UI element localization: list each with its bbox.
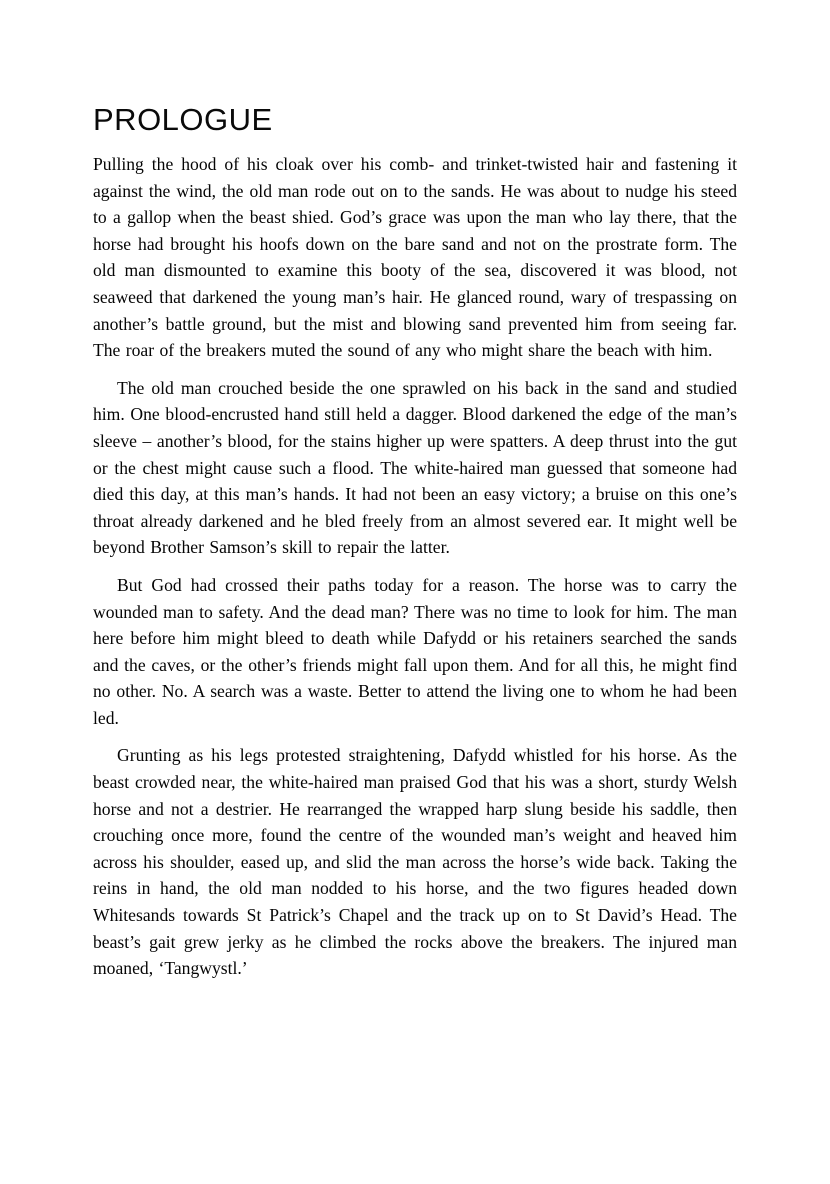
body-paragraph: But God had crossed their paths today for a reason. The horse was to carry the wounded man to safety. And the dead man? There was no time to look for him. The man here before him might bleed to death while Dafydd or his retainers searched the sands and the caves, or the other’s friends might fall upon them. And for all this, he might find no other. No. A search was a waste. Better to attend the living one to whom he had been led. xyxy=(93,574,737,728)
body-paragraph: The old man crouched beside the one sprawled on his back in the sand and studied him. One blood-encrusted hand still held a dagger. Blood darkened the edge of the man’s sleeve – another’s blood, for the stains higher up were spatters. A deep thrust into the gut or the chest might cause such a flood. The white-haired man guessed that someone had died this day, at this man’s hands. It had not been an easy victory; a bruise on this one’s throat already darkened and he bled freely from an almost severed ear. It might well be beyond Brother Samson’s skill to repair the latter. xyxy=(93,377,737,558)
chapter-heading: PROLOGUE xyxy=(93,102,273,137)
body-paragraph: Grunting as his legs protested straightening, Dafydd whistled for his horse. As the beast crowded near, the white-haired man praised God that his was a short, sturdy Welsh horse and not a destrier. He rearranged the wrapped harp slung beside his saddle, then crouching once more, found the centre of the wounded man’s weight and heaved him across his shoulder, eased up, and slid the man across the horse’s wide back. Taking the reins in hand, the old man nodded to his horse, and the two figures headed down Whitesands towards St Patrick’s Chapel and the track up on to St David’s Head. The beast’s gait grew jerky as he climbed the rocks above the breakers. The injured man moaned, ‘Tangwystl.’ xyxy=(93,745,737,979)
body-paragraph: Pulling the hood of his cloak over his comb- and trinket-twisted hair and fastening it against the wind, the old man rode out on to the sands. He was about to nudge his steed to a gallop when the beast shied. God’s grace was upon the man who lay there, that the horse had brought his hoofs down on the bare sand and not on the prostrate form. The old man dismounted to examine this booty of the sea, discovered it was blood, not seaweed that darkened the young man’s hair. He glanced round, wary of trespassing on another’s battle ground, but the mist and blowing sand prevented him from seeing far. The roar of the breakers muted the sound of any who might share the beach with him. xyxy=(93,154,737,361)
